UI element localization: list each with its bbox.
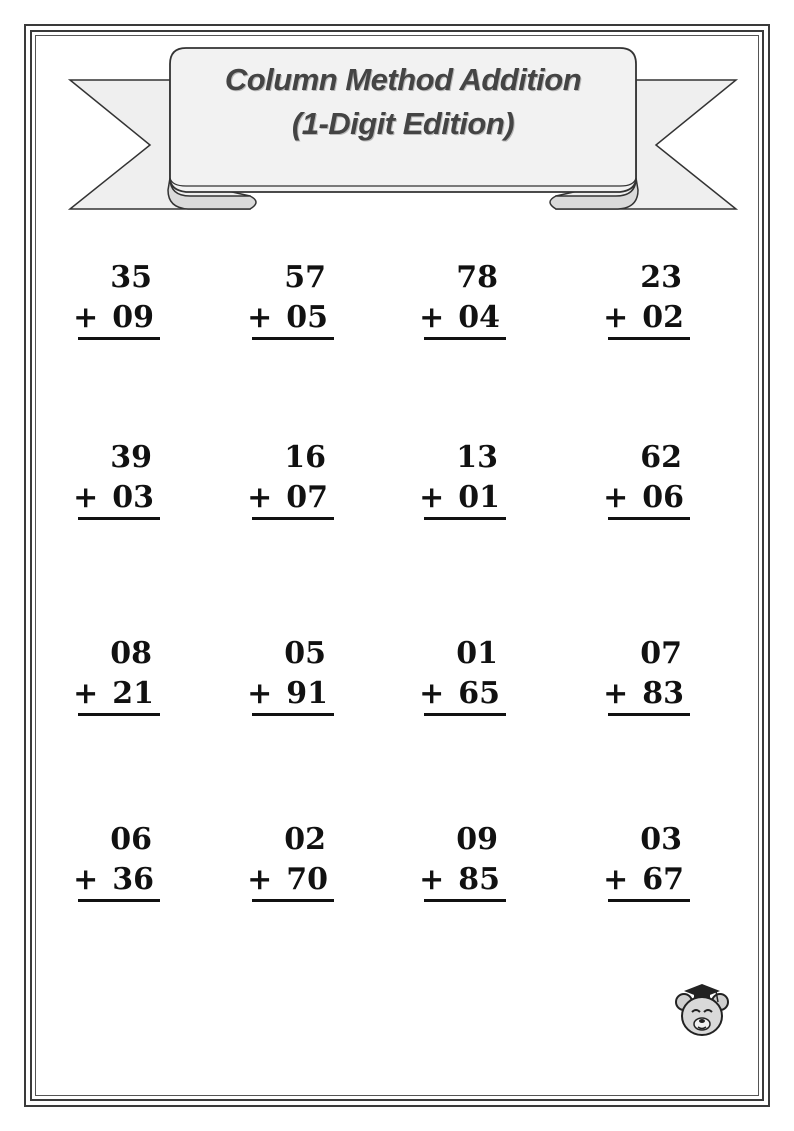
addend-top: 62	[640, 440, 682, 475]
answer-line	[424, 713, 506, 716]
addend-bottom-row	[568, 478, 688, 518]
addend-bottom: 21	[112, 676, 154, 711]
addend-bottom: 65	[458, 676, 500, 711]
addend-bottom: 01	[458, 480, 500, 515]
addend-top: 08	[110, 636, 152, 671]
answer-line	[608, 337, 690, 340]
addend-bottom: 09	[112, 300, 154, 335]
addend-bottom-row	[384, 478, 504, 518]
plus-sign: +	[419, 480, 445, 515]
plus-sign: +	[603, 480, 629, 515]
addend-bottom: 70	[286, 862, 328, 897]
addition-problem	[212, 634, 332, 714]
answer-line	[252, 713, 334, 716]
addend-top: 39	[110, 440, 152, 475]
addend-bottom: 04	[458, 300, 500, 335]
addition-problem	[568, 438, 688, 518]
plus-sign: +	[603, 676, 629, 711]
answer-line	[78, 337, 160, 340]
addition-problem	[568, 258, 688, 338]
addend-top: 09	[456, 822, 498, 857]
addend-bottom: 67	[642, 862, 684, 897]
addend-top: 05	[284, 636, 326, 671]
answer-line	[78, 899, 160, 902]
graduate-bear-icon	[672, 980, 732, 1040]
answer-line	[424, 899, 506, 902]
title-line-1: Column Method Addition	[224, 62, 582, 97]
addend-bottom-row	[38, 478, 158, 518]
answer-line	[78, 517, 160, 520]
answer-line	[252, 899, 334, 902]
answer-line	[608, 517, 690, 520]
answer-line	[424, 517, 506, 520]
addition-problem	[384, 438, 504, 518]
addend-bottom-row	[38, 298, 158, 338]
addend-top: 02	[284, 822, 326, 857]
plus-sign: +	[73, 676, 99, 711]
plus-sign: +	[603, 300, 629, 335]
addend-bottom-row	[38, 860, 158, 900]
addend-bottom-row	[212, 860, 332, 900]
addition-problem	[212, 820, 332, 900]
addition-problem	[212, 258, 332, 338]
addend-top: 35	[110, 260, 152, 295]
addend-top: 16	[284, 440, 326, 475]
addend-bottom-row	[38, 674, 158, 714]
addition-problem	[384, 258, 504, 338]
addition-problem	[384, 634, 504, 714]
addend-bottom: 05	[286, 300, 328, 335]
answer-line	[252, 517, 334, 520]
plus-sign: +	[73, 300, 99, 335]
plus-sign: +	[247, 300, 273, 335]
plus-sign: +	[419, 676, 445, 711]
addend-bottom-row	[212, 298, 332, 338]
addend-top: 01	[456, 636, 498, 671]
addition-problem	[38, 634, 158, 714]
plus-sign: +	[603, 862, 629, 897]
addition-problem	[38, 258, 158, 338]
addend-bottom: 36	[112, 862, 154, 897]
addend-bottom: 83	[642, 676, 684, 711]
addend-top: 13	[456, 440, 498, 475]
addend-top: 03	[640, 822, 682, 857]
addend-top: 06	[110, 822, 152, 857]
answer-line	[78, 713, 160, 716]
addend-bottom: 07	[286, 480, 328, 515]
addend-top: 07	[640, 636, 682, 671]
addition-problem	[568, 634, 688, 714]
plus-sign: +	[247, 480, 273, 515]
addend-bottom: 03	[112, 480, 154, 515]
addend-bottom-row	[212, 478, 332, 518]
title-line-2: (1-Digit Edition)	[291, 106, 515, 141]
addition-problem	[38, 438, 158, 518]
plus-sign: +	[419, 862, 445, 897]
addend-bottom: 06	[642, 480, 684, 515]
addend-bottom: 91	[286, 676, 328, 711]
addend-bottom: 02	[642, 300, 684, 335]
answer-line	[424, 337, 506, 340]
addend-top: 57	[284, 260, 326, 295]
answer-line	[252, 337, 334, 340]
plus-sign: +	[247, 676, 273, 711]
addition-problem	[568, 820, 688, 900]
addition-problem	[212, 438, 332, 518]
addend-top: 23	[640, 260, 682, 295]
addition-problem	[384, 820, 504, 900]
answer-line	[608, 899, 690, 902]
addend-bottom-row	[568, 674, 688, 714]
addend-top: 78	[456, 260, 498, 295]
addend-bottom-row	[568, 298, 688, 338]
plus-sign: +	[419, 300, 445, 335]
answer-line	[608, 713, 690, 716]
plus-sign: +	[73, 862, 99, 897]
addend-bottom-row	[568, 860, 688, 900]
addition-problem	[38, 820, 158, 900]
addend-bottom-row	[384, 674, 504, 714]
addend-bottom-row	[212, 674, 332, 714]
plus-sign: +	[73, 480, 99, 515]
addend-bottom: 85	[458, 862, 500, 897]
addend-bottom-row	[384, 860, 504, 900]
plus-sign: +	[247, 862, 273, 897]
addend-bottom-row	[384, 298, 504, 338]
worksheet-title	[170, 58, 636, 146]
